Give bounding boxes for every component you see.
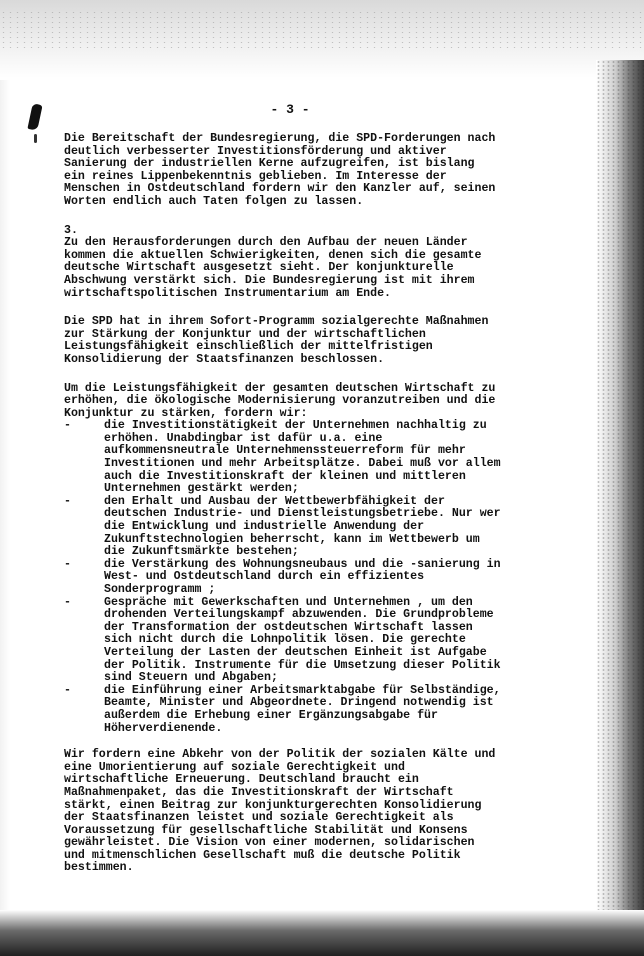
section-number: 3. (64, 223, 78, 237)
list-item-text: die Verstärkung des Wohnungsneubaus und die -sanierung in West- und Ostdeutschland durch ein effizientes Sonderprogramm ; (104, 557, 501, 596)
paragraph-spd-program: Die SPD hat in ihrem Sofort-Programm sozialgerechte Maßnahmen zur Stärkung der Konjunktur und der wirtschaftlichen Leistungsfähigkeit einschließlich der mittelfristigen Konsolidierung der Staatsfinanzen beschlossen. (64, 315, 489, 366)
list-dash: - (64, 419, 71, 433)
list-item-text: Gespräche mit Gewerkschaften und Unternehmen , um den drohenden Verteilungskampf abzuwenden. Die Grundprobleme der Transformation der ostdeutschen Wirtschaft lassen sich nicht durch die Lohnpolitik lösen. Die gerechte Verteilung der Lasten der deutschen Einheit ist Aufgabe der Politik. Instrumente für die Umsetzung dieser Politik sind Steuern und Abgaben; (104, 595, 501, 685)
paragraph-demands-intro: Um die Leistungsfähigkeit der gesamten deutschen Wirtschaft zu erhöhen, die ökologische Modernisierung voranzutreiben und die Konjunktur zu stärken, fordern wir: (64, 381, 496, 420)
scan-left-edge (0, 80, 10, 910)
list-item-text: die Einführung einer Arbeitsmarktabgabe für Selbständige, Beamte, Minister und Abgeordnete. Dringend notwendig ist außerdem die Erhebung einer Ergänzungsabgabe für Höherverdienende. (104, 683, 501, 735)
list-item (58, 559, 502, 597)
document-body (58, 133, 502, 875)
list-item-text: die Investitionstätigkeit der Unternehmen nachhaltig zu erhöhen. Unabdingbar ist dafür u.a. eine aufkommensneutrale Unternehmenssteuerreform für mehr Investitionen und mehr Arbeitsplätze. Dabei muß vor allem auch die Investitionskraft der kleinen und mittleren Unternehmen gestärkt werden; (104, 419, 501, 496)
ink-smudge (27, 103, 42, 131)
list-dash: - (64, 683, 71, 697)
demands-list (58, 420, 502, 735)
scan-right-shadow (596, 60, 644, 920)
list-item (58, 420, 502, 496)
list-dash: - (64, 557, 71, 571)
scan-top-noise (0, 10, 644, 50)
list-dash: - (64, 595, 71, 609)
list-dash: - (64, 494, 71, 508)
ink-smudge-small (34, 134, 37, 143)
paragraph-conclusion: Wir fordern eine Abkehr von der Politik der sozialen Kälte und eine Umorientierung auf soziale Gerechtigkeit und wirtschaftliche Erneuerung. Deutschland braucht ein Maßnahmenpaket, das die Investitionskraft der Wirtschaft stärkt, einen Beitrag zur konjunkturgerechten Konsolidierung der Staatsfinanzen leistet und soziale Gerechtigkeit als Voraussetzung für gesellschaftliche Stabilität und Konsens gewährleistet. Die Vision von einer modernen, solidarischen und mitmenschlichen Gesellschaft muß die deutsche Politik bestimmen. (64, 748, 496, 875)
paragraph-investment: Die Bereitschaft der Bundesregierung, die SPD-Forderungen nach deutlich verbesserter Investitionsförderung und aktiver Sanierung der industriellen Kerne aufzugreifen, ist bislang ein reines Lippenbekenntnis geblieben. Im Interesse der Menschen in Ostdeutschland fordern wir den Kanzler auf, seinen Worten endlich auch Taten folgen zu lassen. (64, 132, 496, 208)
list-item (58, 496, 502, 559)
page-number: - 3 - (270, 102, 310, 117)
list-item (58, 597, 502, 685)
scan-bottom-shadow (0, 910, 644, 956)
list-item-text: den Erhalt und Ausbau der Wettbewerbfähigkeit der deutschen Industrie- und Dienstleistungsbetriebe. Nur wer die Entwicklung und industrielle Anwendung der Zukunftstechnologien beherrscht, kann im Wettbewerb um die Zukunftsmärkte bestehen; (104, 494, 501, 559)
list-item (58, 685, 502, 735)
paragraph-challenges: Zu den Herausforderungen durch den Aufbau der neuen Länder kommen die aktuellen Schwierigkeiten, denen sich die gesamte deutsche Wirtschaft ausgesetzt sieht. Der konjunkturelle Abschwung verstärkt sich. Die Bundesregierung ist mit ihrem wirtschaftspolitischen Instrumentarium am Ende. (64, 236, 482, 300)
